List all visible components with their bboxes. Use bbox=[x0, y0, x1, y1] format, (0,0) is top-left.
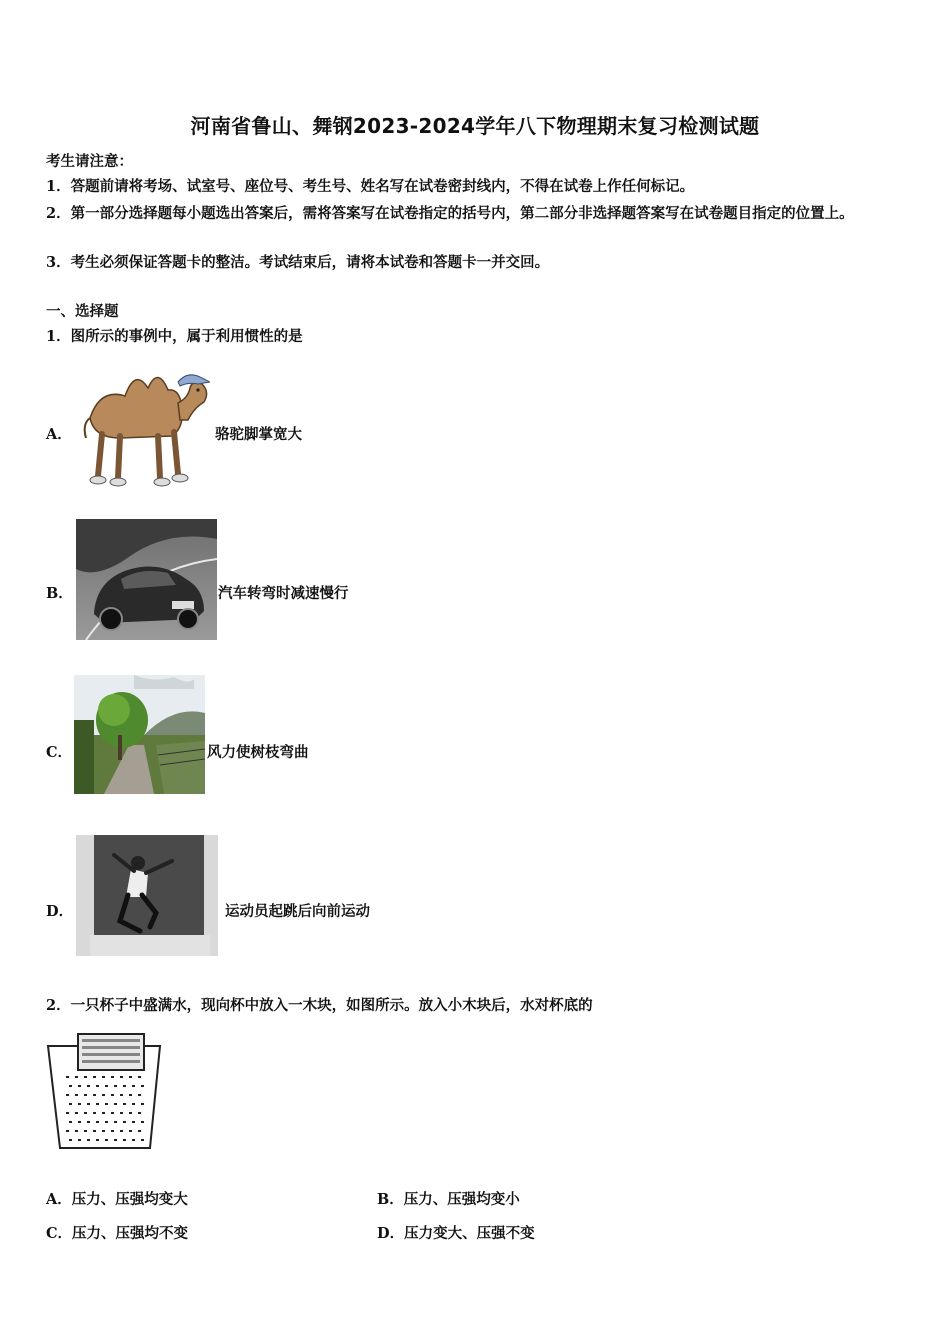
water-dot bbox=[78, 1139, 81, 1141]
water-dot bbox=[141, 1103, 144, 1105]
water-dot bbox=[69, 1139, 72, 1141]
q2-option-a-text: 压力、压强均变大 bbox=[71, 1191, 188, 1208]
q2-option-c-letter: C． bbox=[46, 1225, 73, 1242]
water-dot bbox=[75, 1130, 78, 1132]
water-dot bbox=[132, 1085, 135, 1087]
water-dot bbox=[75, 1076, 78, 1078]
water-dot bbox=[78, 1103, 81, 1105]
q2-option-a bbox=[46, 1188, 188, 1209]
water-dot bbox=[69, 1121, 72, 1123]
water-dot bbox=[102, 1112, 105, 1114]
water-dot bbox=[75, 1094, 78, 1096]
water-dot bbox=[84, 1112, 87, 1114]
water-dot bbox=[120, 1112, 123, 1114]
water-dot bbox=[66, 1112, 69, 1114]
q1-option-c-letter: C． bbox=[46, 744, 73, 761]
q2-option-c bbox=[46, 1222, 188, 1243]
question-1-stem: 1．图所示的事例中，属于利用惯性的是 bbox=[46, 328, 303, 345]
water-dot bbox=[102, 1076, 105, 1078]
water-dot bbox=[123, 1085, 126, 1087]
water-dot bbox=[87, 1085, 90, 1087]
q1-option-b-text: 汽车转弯时减速慢行 bbox=[218, 585, 349, 602]
water-dot bbox=[138, 1112, 141, 1114]
water-dot bbox=[102, 1130, 105, 1132]
water-dot bbox=[78, 1085, 81, 1087]
water-dot bbox=[69, 1103, 72, 1105]
water-dot bbox=[129, 1112, 132, 1114]
water-dot bbox=[78, 1121, 81, 1123]
notice-item-2: 2．第一部分选择题每小题选出答案后，需将答案写在试卷指定的括号内，第二部分非选择题答案写在试卷题目指定的位置上。 bbox=[46, 205, 854, 222]
water-dot bbox=[120, 1130, 123, 1132]
water-dot bbox=[93, 1112, 96, 1114]
q1-option-b-letter: B． bbox=[46, 585, 73, 602]
water-dot bbox=[66, 1130, 69, 1132]
long-jump-photo bbox=[76, 835, 218, 956]
water-dot bbox=[129, 1094, 132, 1096]
water-dot bbox=[123, 1121, 126, 1123]
water-dot bbox=[96, 1103, 99, 1105]
water-dot bbox=[138, 1130, 141, 1132]
water-dot bbox=[84, 1076, 87, 1078]
water-dot bbox=[84, 1130, 87, 1132]
camel-illustration bbox=[80, 358, 210, 488]
water-dot bbox=[96, 1121, 99, 1123]
car-photo bbox=[76, 519, 217, 640]
water-dot bbox=[84, 1094, 87, 1096]
water-dot bbox=[120, 1076, 123, 1078]
water-dot bbox=[96, 1085, 99, 1087]
q2-option-d bbox=[377, 1222, 535, 1243]
q1-option-a-letter: A． bbox=[46, 426, 72, 443]
water-dot bbox=[120, 1094, 123, 1096]
q2-option-a-letter: A． bbox=[46, 1191, 72, 1208]
water-dot bbox=[105, 1085, 108, 1087]
water-dot bbox=[123, 1103, 126, 1105]
water-dot bbox=[141, 1121, 144, 1123]
notice-item-3: 3．考生必须保证答题卡的整洁。考试结束后，请将本试卷和答题卡一并交回。 bbox=[46, 254, 550, 271]
water-dot bbox=[105, 1103, 108, 1105]
water-dot bbox=[87, 1139, 90, 1141]
q1-option-c-text: 风力使树枝弯曲 bbox=[207, 744, 309, 761]
water-dot bbox=[141, 1085, 144, 1087]
water-dot bbox=[138, 1076, 141, 1078]
q2-option-d-letter: D． bbox=[377, 1225, 405, 1242]
q2-option-d-text: 压力变大、压强不变 bbox=[404, 1225, 535, 1242]
water-dot bbox=[111, 1112, 114, 1114]
q1-option-d-text: 运动员起跳后向前运动 bbox=[225, 903, 370, 920]
water-dot bbox=[138, 1094, 141, 1096]
water-dot bbox=[93, 1076, 96, 1078]
cup-with-wood-diagram bbox=[46, 1030, 166, 1152]
water-dot bbox=[114, 1103, 117, 1105]
water-dot bbox=[141, 1139, 144, 1141]
q1-option-d-letter: D． bbox=[46, 903, 74, 920]
water-dot bbox=[132, 1103, 135, 1105]
water-dot bbox=[105, 1139, 108, 1141]
water-dot bbox=[66, 1076, 69, 1078]
water-dot bbox=[111, 1076, 114, 1078]
water-dot bbox=[105, 1121, 108, 1123]
water-dot bbox=[114, 1121, 117, 1123]
notice-heading: 考生请注意： bbox=[46, 153, 133, 170]
water-dot bbox=[132, 1139, 135, 1141]
section-heading: 一、选择题 bbox=[46, 303, 119, 320]
q2-option-b-letter: B． bbox=[377, 1191, 404, 1208]
q2-option-b bbox=[377, 1188, 520, 1209]
water-dot bbox=[69, 1085, 72, 1087]
q2-option-c-text: 压力、压强均不变 bbox=[72, 1225, 189, 1242]
water-dot bbox=[87, 1121, 90, 1123]
notice-item-1: 1．答题前请将考场、试室号、座位号、考生号、姓名写在试卷密封线内，不得在试卷上作任何标记。 bbox=[46, 178, 695, 195]
water-dot bbox=[66, 1094, 69, 1096]
water-dot bbox=[111, 1094, 114, 1096]
water-dot bbox=[93, 1094, 96, 1096]
water-dot bbox=[93, 1130, 96, 1132]
q1-option-a-text: 骆驼脚掌宽大 bbox=[215, 426, 302, 443]
water-dot bbox=[114, 1139, 117, 1141]
tree-photo bbox=[74, 675, 205, 794]
water-dot bbox=[102, 1094, 105, 1096]
question-2-stem: 2．一只杯子中盛满水，现向杯中放入一木块，如图所示。放入小木块后，水对杯底的 bbox=[46, 997, 593, 1014]
water-dot bbox=[132, 1121, 135, 1123]
page-title: 河南省鲁山、舞钢2023-2024学年八下物理期末复习检测试题 bbox=[190, 114, 760, 138]
water-dot bbox=[87, 1103, 90, 1105]
water-dot bbox=[129, 1076, 132, 1078]
water-dot bbox=[75, 1112, 78, 1114]
water-dot bbox=[123, 1139, 126, 1141]
water-dot bbox=[114, 1085, 117, 1087]
q2-option-b-text: 压力、压强均变小 bbox=[403, 1191, 520, 1208]
water-dot bbox=[96, 1139, 99, 1141]
water-dot bbox=[111, 1130, 114, 1132]
water-dot bbox=[129, 1130, 132, 1132]
